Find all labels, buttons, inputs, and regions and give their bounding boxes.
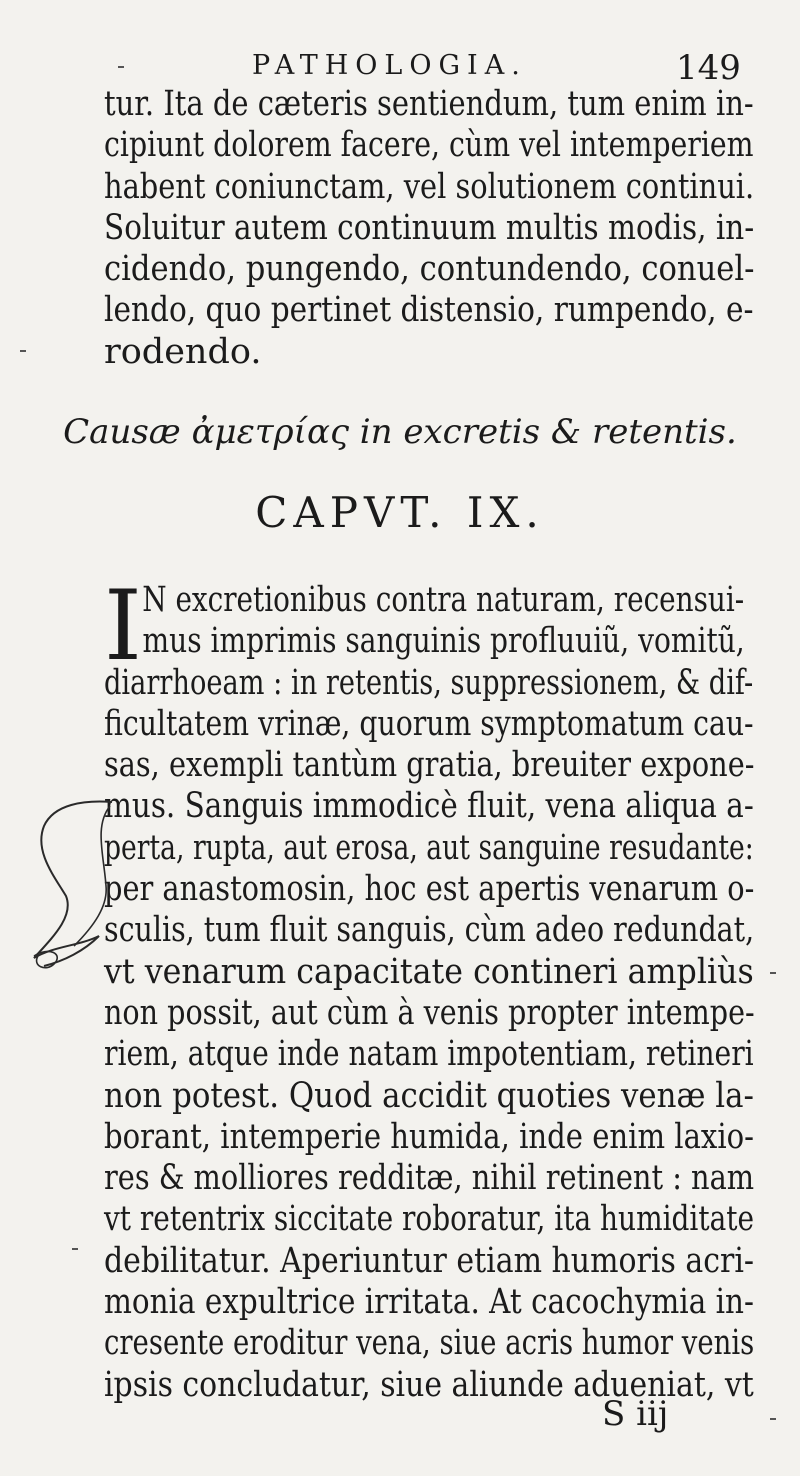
text-line: riem, atque inde natam impotentiam, retineri bbox=[104, 1034, 754, 1075]
running-head: PATHOLOGIA. bbox=[252, 50, 527, 81]
text-line: mus imprimis sanguinis profluuiũ, vomitũ, bbox=[142, 621, 745, 662]
text-line: cidendo, pungendo, contundendo, conuel- bbox=[104, 249, 755, 290]
text-line: Soluitur autem continuum multis modis, in- bbox=[104, 207, 755, 248]
text-line: borant, intemperie humida, inde enim laxio- bbox=[104, 1116, 754, 1157]
text-line: per anastomosin, hoc est apertis venarum o- bbox=[104, 869, 755, 910]
chapter-heading: CAPVT. IX. bbox=[255, 488, 545, 537]
text-line: non possit, aut cùm à venis propter intempe- bbox=[104, 992, 755, 1033]
handwritten-scribble-mark bbox=[24, 796, 124, 976]
text-line: monia expultrice irritata. At cacochymia in- bbox=[104, 1282, 754, 1323]
paragraph-main bbox=[104, 570, 755, 1406]
text-line: ipsis concludatur, siue aliunde adueniat, vt bbox=[104, 1364, 754, 1405]
paper-speck bbox=[118, 66, 124, 68]
paper-speck bbox=[20, 350, 26, 352]
paragraph-continued bbox=[104, 84, 754, 373]
text-line: non potest. Quod accidit quoties venæ la- bbox=[104, 1075, 754, 1116]
text-line: lendo, quo pertinet distensio, rumpendo, e- bbox=[104, 290, 754, 331]
text-line: cresente eroditur vena, siue acris humor venis bbox=[104, 1323, 755, 1364]
section-subheading: Causæ ἀμετρίας in excretis & retentis. bbox=[63, 412, 737, 452]
text-line: tur. Ita de cæteris sentiendum, tum enim in- bbox=[104, 84, 754, 124]
text-line: res & molliores redditæ, nihil retinent : nam bbox=[104, 1158, 755, 1199]
text-line: sculis, tum fluit sanguis, cùm adeo redundat, bbox=[104, 910, 755, 951]
text-line: mus. Sanguis immodicè fluit, vena aliqua a- bbox=[104, 786, 754, 827]
text-line: N excretionibus contra naturam, recensui- bbox=[142, 580, 745, 620]
page-number: 149 bbox=[676, 48, 741, 88]
text-line: sas, exempli tantùm gratia, breuiter expone- bbox=[104, 745, 755, 786]
text-line: vt venarum capacitate contineri ampliùs bbox=[104, 951, 754, 992]
text-line: cipiunt dolorem facere, cùm vel intemperiem bbox=[104, 125, 754, 166]
page-header bbox=[0, 48, 800, 88]
text-line: ficultatem vrinæ, quorum symptomatum cau- bbox=[104, 703, 754, 744]
text-line: perta, rupta, aut erosa, aut sanguine resudante: bbox=[104, 827, 754, 868]
text-line: habent coniunctam, vel solutionem continui. bbox=[104, 166, 755, 207]
text-line: diarrhoeam : in retentis, suppressionem, & dif- bbox=[104, 662, 754, 703]
paper-speck bbox=[770, 1418, 776, 1420]
paper-speck bbox=[770, 972, 776, 974]
text-line: vt retentrix siccitate roboratur, ita humiditate bbox=[104, 1199, 755, 1240]
text-line: rodendo. bbox=[104, 331, 262, 372]
signature-mark: S iij bbox=[602, 1394, 669, 1434]
drop-cap-initial: I bbox=[104, 570, 142, 682]
text-line: debilitatur. Aperiuntur etiam humoris acri- bbox=[104, 1240, 755, 1281]
paper-speck bbox=[72, 1248, 78, 1250]
